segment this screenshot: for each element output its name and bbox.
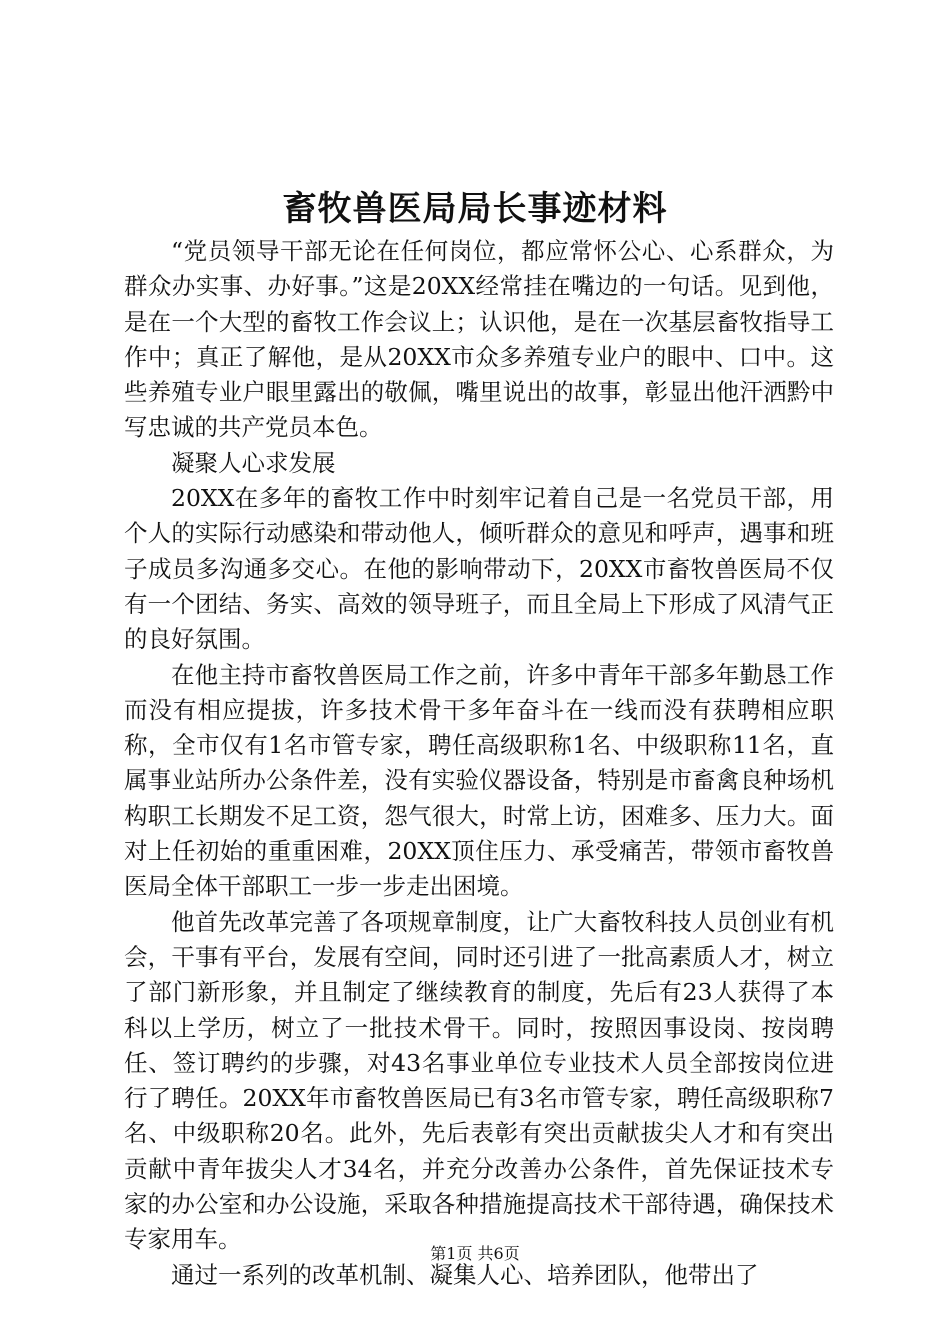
paragraph-continued: 通过一系列的改革机制、凝集人心、培养团队，他带出了 bbox=[171, 1260, 759, 1289]
paragraph-reforms: 他首先改革完善了各项规章制度，让广大畜牧科技人员创业有机会，干事有平台，发展有空间，同时还引进了一批高素质人才，树立了部门新形象，并且制定了继续教育的制度，先后有23人获得了本科以上学历，树立了一批技术骨干。同时，按照因事设岗、按岗聘任、签订聘约的步骤，对43名事业单位专业技术人员全部按岗位进行了聘任。20XX年市畜牧兽医局已有3名市管专家，聘任高级职称7名、中级职称20名。此外，先后表彰有突出贡献拔尖人才和有突出贡献中青年拔尖人才34名，并充分改善办公条件，首先保证技术专家的办公室和办公设施，采取各种措施提高技术干部待遇，确保技术专家用车。 bbox=[124, 907, 834, 1254]
paragraph-difficulties: 在他主持市畜牧兽医局工作之前，许多中青年干部多年勤恳工作而没有相应提拔，许多技术骨干多年奋斗在一线而没有获聘相应职称，全市仅有1名市管专家，聘任高级职称1名、中级职称11名，直属事业站所办公条件差，没有实验仪器设备，特别是市畜禽良种场机构职工长期发不足工资，怨气很大，时常上访，困难多、压力大。面对上任初始的重重困难，20XX顶住压力、承受痛苦，带领市畜牧兽医局全体干部职工一步一步走出困境。 bbox=[124, 660, 834, 901]
paragraph-intro: “党员领导干部无论在任何岗位，都应常怀公心、心系群众，为群众办实事、办好事。”这是20XX经常挂在嘴边的一句话。见到他，是在一个大型的畜牧工作会议上；认识他，是在一次基层畜牧指导工作中；真正了解他，是从20XX市众多养殖专业户的眼中、口中。这些养殖专业户眼里露出的敬佩，嘴里说出的故事，彰显出他汗洒黔中写忠诚的共产党员本色。 bbox=[124, 237, 834, 442]
paragraph-team: 20XX在多年的畜牧工作中时刻牢记着自己是一名党员干部，用个人的实际行动感染和带动他人，倾听群众的意见和呼声，遇事和班子成员多沟通多交心。在他的影响带动下，20XX市畜牧兽医局不仅有一个团结、务实、高效的领导班子，而且全局上下形成了风清气正的良好氛围。 bbox=[124, 484, 834, 654]
document-title: 畜牧兽医局局长事迹材料 bbox=[282, 189, 668, 229]
page-footer: 第1页 共6页 bbox=[430, 1244, 520, 1263]
section-heading: 凝聚人心求发展 bbox=[171, 448, 336, 477]
document-body bbox=[124, 234, 834, 1293]
